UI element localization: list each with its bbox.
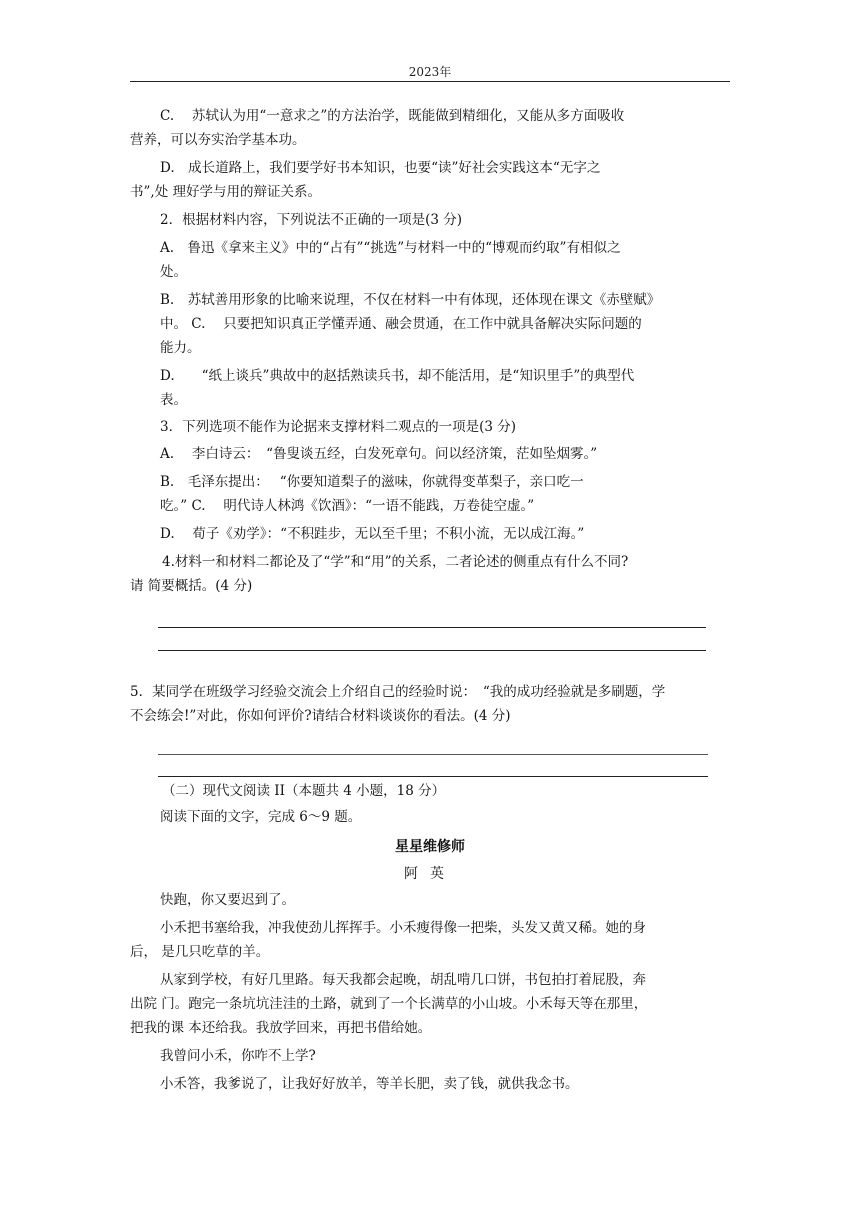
header-rule [130, 81, 730, 82]
q3-option-b-line2: 吃。” C. 明代诗人林鸿《饮酒》：“一语不能践，万卷徒空虚。” [160, 498, 535, 514]
q1-option-d-line2: 书”,处 理好学与用的辩证关系。 [130, 184, 321, 200]
story-para-4: 我曾问小禾，你咋不上学? [160, 1048, 316, 1064]
section-heading: （二）现代文阅读 II（本题共 4 小题，18 分） [162, 783, 446, 799]
story-para-2-line1: 小禾把书塞给我，冲我使劲儿挥挥手。小禾瘦得像一把柴，头发又黄又稀。她的身 [160, 920, 646, 936]
q2-option-a-line2: 处。 [160, 264, 187, 280]
q3-stem: 3．下列选项不能作为论据来支撑材料二观点的一项是(3 分) [160, 419, 517, 435]
story-para-3-line1: 从家到学校，有好几里路。每天我都会起晚，胡乱啃几口饼，书包拍打着屁股，奔 [160, 972, 646, 988]
q4-stem-line2: 请 简要概括。(4 分) [130, 578, 253, 594]
q5-answer-line-1[interactable] [158, 754, 708, 755]
q4-answer-line-2[interactable] [158, 650, 706, 651]
story-para-5: 小禾答，我爹说了，让我好好放羊，等羊长肥，卖了钱，就供我念书。 [160, 1076, 579, 1092]
q2-stem: 2．根据材料内容，下列说法不正确的一项是(3 分) [160, 212, 463, 228]
story-para-2-line2: 后， 是几只吃草的羊。 [130, 944, 270, 960]
q4-stem-line1: 4.材料一和材料二都论及了“学”和“用”的关系，二者论述的侧重点有什么不同? [162, 554, 629, 570]
story-title: 星星维修师 [395, 839, 465, 855]
q2-option-b-line1: B. 苏轼善用形象的比喻来说理，不仅在材料一中有体现，还体现在课文《赤壁赋》 [160, 292, 661, 308]
q1-option-c-line2: 营养，可以夯实治学基本功。 [130, 132, 306, 148]
story-author: 阿英 [404, 866, 456, 882]
q2-option-d-line2: 表。 [160, 392, 187, 408]
reading-instruction: 阅读下面的文字，完成 6～9 题。 [160, 809, 362, 825]
q5-answer-line-2[interactable] [158, 776, 708, 777]
q1-option-d-line1: D. 成长道路上，我们要学好书本知识，也要“读”好社会实践这本“无字之 [160, 160, 601, 176]
q5-stem-line1: 5．某同学在班级学习经验交流会上介绍自己的经验时说： “我的成功经验就是多刷题，学 [130, 684, 666, 700]
story-para-3-line3: 把我的课 本还给我。我放学回来，再把书借给她。 [130, 1020, 432, 1036]
q4-answer-line-1[interactable] [158, 627, 706, 628]
q1-option-c-line1: C. 苏轼认为用“一意求之”的方法治学，既能做到精细化，又能从多方面吸收 [160, 108, 625, 124]
story-para-1: 快跑，你又要迟到了。 [160, 892, 295, 908]
q2-option-d-line1: D. “纸上谈兵”典故中的赵括熟读兵书，却不能活用，是“知识里手”的典型代 [160, 368, 635, 384]
story-para-3-line2: 出院 门。跑完一条坑坑洼洼的土路，就到了一个长满草的小山坡。小禾每天等在那里， [130, 996, 648, 1012]
q5-stem-line2: 不会练会!”对此，你如何评价?请结合材料谈谈你的看法。(4 分) [130, 708, 511, 724]
q3-option-a: A. 李白诗云： “鲁叟谈五经，白发死章句。问以经济策，茫如坠烟雾。” [160, 446, 598, 462]
page-header-year: 2023年 [408, 65, 452, 79]
q3-option-b-line1: B. 毛泽东提出： “你要知道梨子的滋味，你就得变革梨子，亲口吃一 [160, 474, 584, 490]
q2-option-a-line1: A. 鲁迅《拿来主义》中的“占有”“挑选”与材料一中的“博观而约取”有相似之 [160, 240, 621, 256]
q2-option-c-line2: 能力。 [160, 340, 201, 356]
q3-option-d: D. 荀子《劝学》：“不积跬步，无以至千里；不积小流，无以成江海。” [160, 526, 585, 542]
q2-option-b-line2: 中。 C. 只要把知识真正学懂弄通、融会贯通，在工作中就具备解决实际问题的 [160, 316, 642, 332]
